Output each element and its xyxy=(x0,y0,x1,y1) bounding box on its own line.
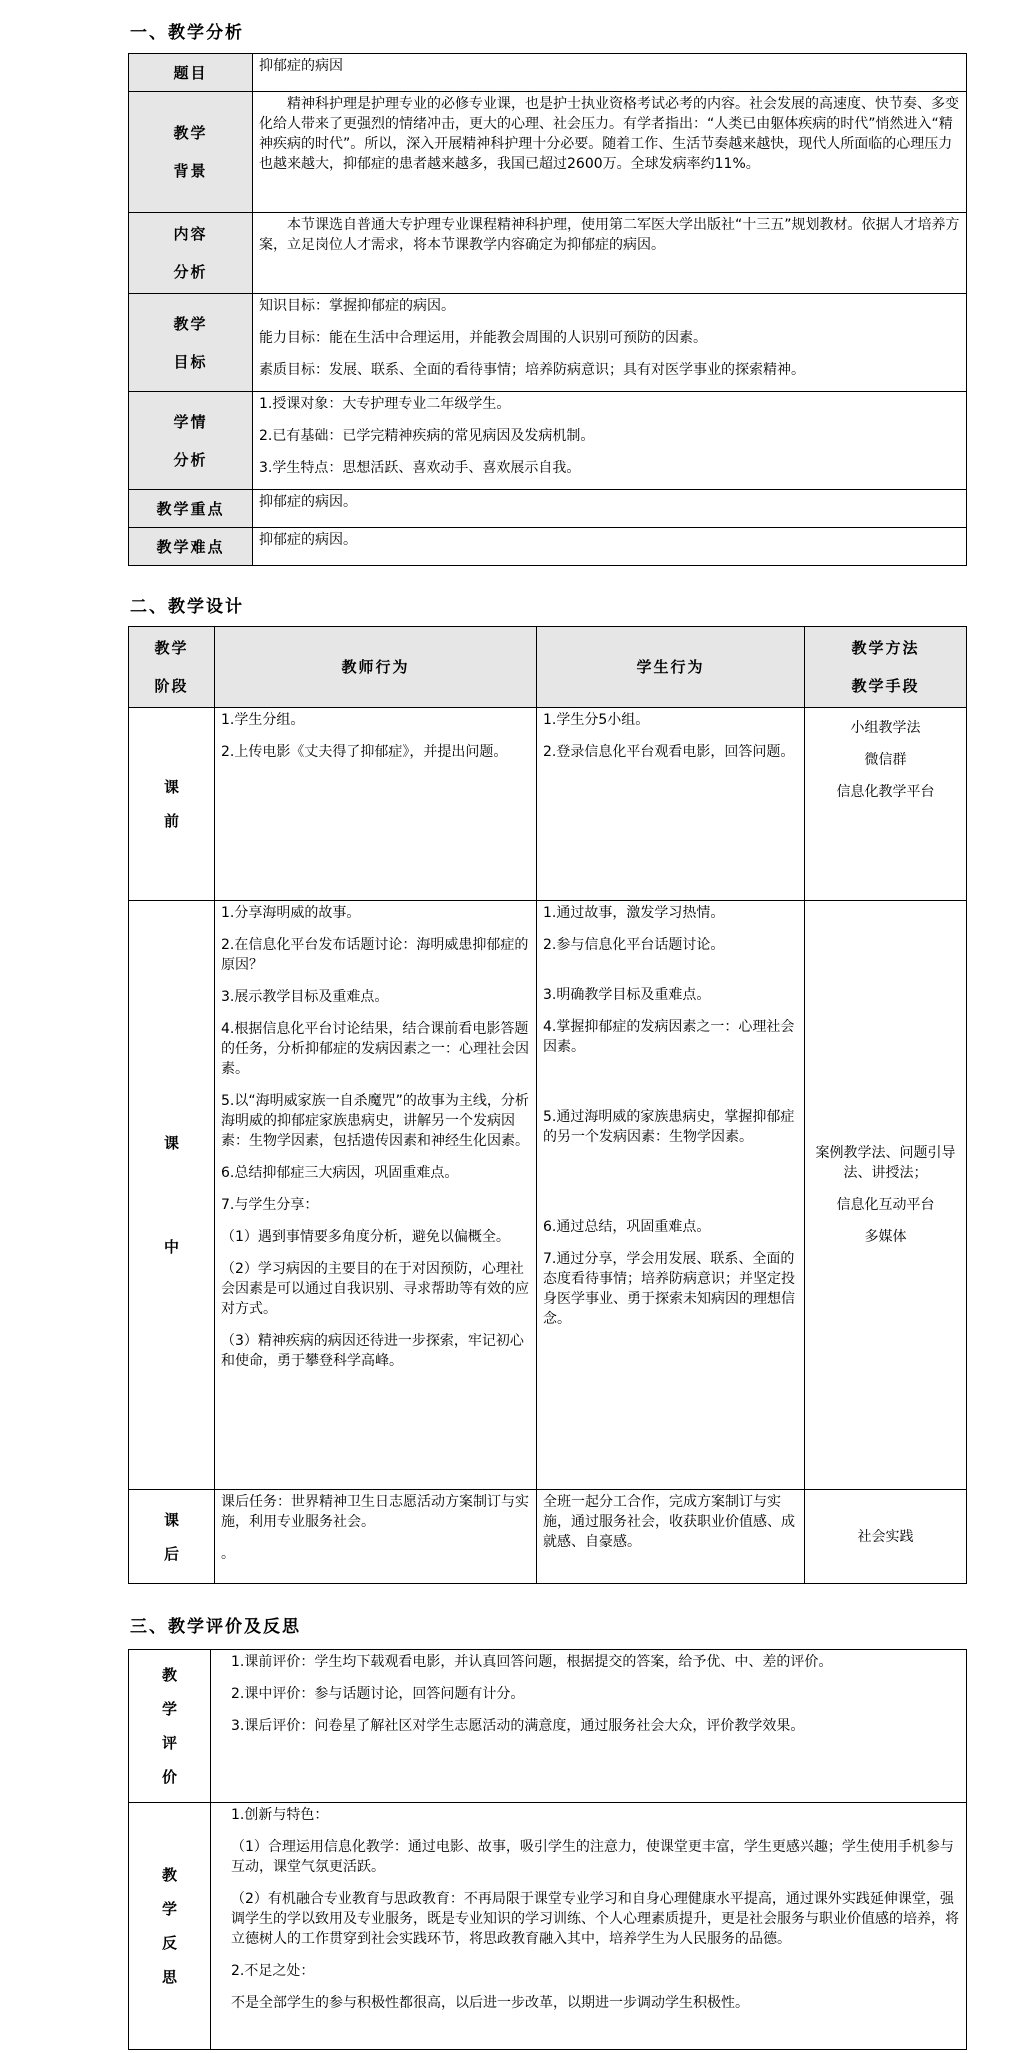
row-label-difficult-point: 教学难点 xyxy=(129,528,253,566)
key-point-value: 抑郁症的病因。 xyxy=(253,490,967,528)
analysis-table xyxy=(128,53,967,566)
after-teacher: 课后任务：世界精神卫生日志愿活动方案制订与实施，利用专业服务社会。 。 xyxy=(215,1490,537,1584)
topic-value: 抑郁症的病因 xyxy=(253,54,967,92)
learner-analysis-text: 1.授课对象：大专护理专业二年级学生。 2.已有基础：已学完精神疾病的常见病因及发病机制。 3.学生特点：思想活跃、喜欢动手、喜欢展示自我。 xyxy=(253,392,967,490)
before-teacher: 1.学生分组。 2.上传电影《丈夫得了抑郁症》，并提出问题。 xyxy=(215,708,537,901)
after-method: 社会实践 xyxy=(805,1490,967,1584)
reflection-text: 1.创新与特色： （1）合理运用信息化教学：通过电影、故事，吸引学生的注意力，使课堂更丰富，学生更感兴趣；学生使用手机参与互动，课堂气氛更活跃。 （2）有机融合专业教育与思政教育：不再局限于课堂专业学习和自身心理健康水平提高，通过课外实践延伸课堂，强调学生的学以致用及专业服务，既是专业知识的学习训练、个人心理素质提升，更是社会服务与职业价值感的培养，将立德树人的工作贯穿到社会实践环节，将思政教育融入其中，培养学生为人民服务的品德。 2.不足之处： 不是全部学生的参与积极性都很高，以后进一步改革，以期进一步调动学生积极性。 xyxy=(211,1803,967,2050)
row-label-objectives: 教学 目标 xyxy=(129,294,253,392)
header-student: 学生行为 xyxy=(537,627,805,708)
header-stage: 教学 阶段 xyxy=(129,627,215,708)
during-method: 案例教学法、问题引导法、讲授法； 信息化互动平台 多媒体 xyxy=(805,901,967,1490)
section2-heading: 二、教学设计 xyxy=(130,597,244,617)
section3-heading: 三、教学评价及反思 xyxy=(130,1617,301,1637)
evaluation-text: 1.课前评价：学生均下载观看电影，并认真回答问题，根据提交的答案，给予优、中、差的评价。 2.课中评价：参与话题讨论，回答问题有计分。 3.课后评价：问卷星了解社区对学生志愿活动的满意度，通过服务社会大众，评价教学效果。 xyxy=(211,1650,967,1803)
during-student: 1.通过故事，激发学习热情。 2.参与信息化平台话题讨论。 3.明确教学目标及重难点。 4.掌握抑郁症的发病因素之一：心理社会因素。 5.通过海明威的家族患病史，掌握抑郁症的另一个发病因素：生物学因素。 6.通过总结，巩固重难点。 7.通过分享，学会用发展、联系、全面的态度看待事情；培养防病意识；并坚定投身医学事业、勇于探索未知病因的理想信念。 xyxy=(537,901,805,1490)
stage-before: 课 前 xyxy=(129,708,215,901)
row-label-background: 教学 背景 xyxy=(129,92,253,213)
row-label-key-point: 教学重点 xyxy=(129,490,253,528)
after-student: 全班一起分工合作，完成方案制订与实施，通过服务社会，收获职业价值感、成就感、自豪感。 xyxy=(537,1490,805,1584)
row-label-learner-analysis: 学情 分析 xyxy=(129,392,253,490)
objectives-text: 知识目标：掌握抑郁症的病因。 能力目标：能在生活中合理运用，并能教会周围的人识别可预防的因素。 素质目标：发展、联系、全面的看待事情；培养防病意识；具有对医学事业的探索精神。 xyxy=(253,294,967,392)
label-reflection: 教 学 反 思 xyxy=(129,1803,211,2050)
difficult-point-value: 抑郁症的病因。 xyxy=(253,528,967,566)
content-analysis-text: 本节课选自普通大专护理专业课程精神科护理，使用第二军医大学出版社“十三五”规划教材。依据人才培养方案，立足岗位人才需求，将本节课教学内容确定为抑郁症的病因。 xyxy=(253,213,967,294)
row-label-topic: 题目 xyxy=(129,54,253,92)
stage-after: 课 后 xyxy=(129,1490,215,1584)
before-method: 小组教学法 微信群 信息化教学平台 xyxy=(805,708,967,901)
header-teacher: 教师行为 xyxy=(215,627,537,708)
before-student: 1.学生分5小组。 2.登录信息化平台观看电影，回答问题。 xyxy=(537,708,805,901)
evaluation-table xyxy=(128,1649,967,2050)
row-label-content-analysis: 内容 分析 xyxy=(129,213,253,294)
during-teacher: 1.分享海明威的故事。 2.在信息化平台发布话题讨论：海明威患抑郁症的原因？ 3.展示教学目标及重难点。 4.根据信息化平台讨论结果，结合课前看电影答题的任务，分析抑郁症的发病因素之一：心理社会因素。 5.以“海明威家族一自杀魔咒”的故事为主线，分析海明威的抑郁症家族患病史，讲解另一个发病因素：生物学因素，包括遗传因素和神经生化因素。 6.总结抑郁症三大病因，巩固重难点。 7.与学生分享： （1）遇到事情要多角度分析，避免以偏概全。 （2）学习病因的主要目的在于对因预防，心理社会因素是可以通过自我识别、寻求帮助等有效的应对方式。 （3）精神疾病的病因还待进一步探索，牢记初心和使命，勇于攀登科学高峰。 xyxy=(215,901,537,1490)
header-method: 教学方法 教学手段 xyxy=(805,627,967,708)
background-text: 精神科护理是护理专业的必修专业课，也是护士执业资格考试必考的内容。社会发展的高速度、快节奏、多变化给人带来了更强烈的情绪冲击，更大的心理、社会压力。有学者指出：“人类已由躯体疾病的时代”悄然进入“精神疾病的时代”。所以，深入开展精神科护理十分必要。随着工作、生活节奏越来越快，现代人所面临的心理压力也越来越大，抑郁症的患者越来越多，我国已超过2600万。全球发病率约11%。 xyxy=(253,92,967,213)
label-evaluation: 教 学 评 价 xyxy=(129,1650,211,1803)
section1-heading: 一、教学分析 xyxy=(130,23,244,43)
stage-during: 课 中 xyxy=(129,901,215,1490)
design-table xyxy=(128,626,967,1584)
